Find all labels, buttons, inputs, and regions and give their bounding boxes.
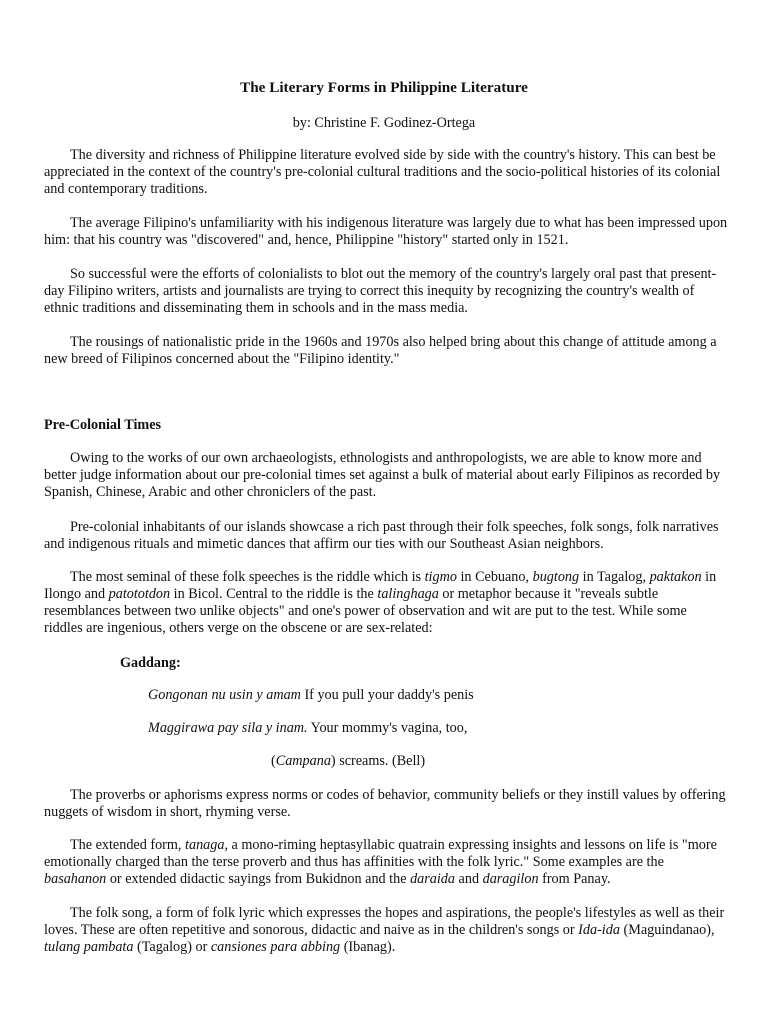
text-run: and	[455, 871, 483, 887]
text-run: in Bicol. Central to the riddle is the	[170, 586, 378, 602]
term-cansiones-para-abbing: cansiones para abbing	[210, 939, 341, 955]
term-ida-ida: Ida-ida	[578, 922, 620, 938]
term-talinghaga: talinghaga	[377, 586, 439, 602]
riddle-label: Gaddang:	[120, 655, 181, 671]
text-run: The extended form,	[70, 837, 186, 853]
riddle-line-3	[271, 753, 425, 770]
text-run: The folk song, a form of folk lyric which expresses the hopes and aspirations, the people's lifestyles as well as their loves. These are often repetitive and sonorous, didactic and naive as in the children's songs or	[44, 905, 725, 938]
section-paragraph-folk-song	[44, 905, 728, 956]
intro-paragraph-3: So successful were the efforts of colonialists to blot out the memory of the country's largely oral past that present-day Filipino writers, artists and journalists are trying to correct this inequity by recognizing the country's wealth of ethnic traditions and disseminating them in schools and in the mass media.	[44, 266, 717, 316]
intro-paragraph-2: The average Filipino's unfamiliarity with his indigenous literature was largely due to what has been impressed upon him: that his country was "discovered" and, hence, Philippine "history" started only in 1521.	[44, 215, 728, 248]
riddle-line-2-original: Maggirawa pay sila y inam.	[148, 720, 308, 736]
term-paktakon: paktakon	[649, 569, 702, 585]
text-run: The most seminal of these folk speeches is the riddle which is	[70, 569, 425, 585]
riddle-line-1-translation: If you pull your daddy's penis	[300, 687, 474, 703]
term-patototdon: patototdon	[108, 586, 171, 602]
text-run: or metaphor because it "reveals subtle resemblances between two unlike objects" and one's power of observation and wit are put to the test. While some riddles are ingenious, others verge on the obscene or are sex-related:	[44, 586, 687, 636]
author-byline: by: Christine F. Godinez-Ortega	[292, 115, 476, 131]
term-bugtong: bugtong	[532, 569, 580, 585]
text-run: or extended didactic sayings from Bukidnon and the	[106, 871, 411, 887]
term-tanaga: tanaga	[185, 837, 225, 853]
text-run: from Panay.	[538, 871, 611, 887]
riddle-answer-original: Campana	[275, 753, 331, 769]
paren-open: (	[271, 753, 276, 769]
riddle-line-2-translation: Your mommy's vagina, too,	[307, 720, 468, 736]
riddle-line-1-original: Gongonan nu usin y amam	[148, 687, 301, 703]
intro-paragraph-1: The diversity and richness of Philippine literature evolved side by side with the country's history. This can best be appreciated in the context of the country's pre-colonial cultural traditions and the socio-political histories of its colonial and contemporary traditions.	[44, 147, 721, 197]
text-run: (Maguindanao),	[619, 922, 715, 938]
section-paragraph-riddle	[44, 569, 728, 637]
section-paragraph-1: Owing to the works of our own archaeologists, ethnologists and anthropologists, we are able to know more and better judge information about our pre-colonial times set against a bulk of material about early Filipinos as recorded by Spanish, Chinese, Arabic and other chroniclers of the past.	[44, 450, 721, 500]
riddle-answer-rest: ) screams. (Bell)	[330, 753, 426, 769]
term-basahanon: basahanon	[44, 871, 107, 887]
section-paragraph-2: Pre-colonial inhabitants of our islands showcase a rich past through their folk speeches, folk songs, folk narratives and indigenous rituals and mimetic dances that affirm our ties with our Southeast Asian neighbors.	[44, 519, 719, 552]
term-daraida: daraida	[410, 871, 455, 887]
section-paragraph-proverbs: The proverbs or aphorisms express norms or codes of behavior, community beliefs or they instill values by offering nuggets of wisdom in short, rhyming verse.	[44, 787, 726, 820]
term-tigmo: tigmo	[424, 569, 457, 585]
term-tulang-pambata: tulang pambata	[44, 939, 134, 955]
riddle-line-1	[148, 687, 474, 704]
text-run: , a mono-riming heptasyllabic quatrain expressing insights and lessons on life is "more emotionally charged than the terse proverb and thus has affinities with the folk lyric." Some examples are the	[44, 837, 717, 870]
document-title: The Literary Forms in Philippine Literature	[240, 79, 528, 96]
section-heading: Pre-Colonial Times	[44, 417, 162, 433]
text-run: in Ilongo and	[44, 569, 717, 602]
text-run: (Ibanag).	[340, 939, 396, 955]
section-paragraph-tanaga	[44, 837, 728, 888]
text-run: (Tagalog) or	[133, 939, 211, 955]
text-run: in Cebuano,	[456, 569, 533, 585]
term-daragilon: daragilon	[482, 871, 539, 887]
riddle-line-2	[148, 720, 467, 737]
text-run: in Tagalog,	[579, 569, 650, 585]
intro-paragraph-4: The rousings of nationalistic pride in the 1960s and 1970s also helped bring about this change of attitude among a new breed of Filipinos concerned about the "Filipino identity."	[44, 334, 717, 367]
